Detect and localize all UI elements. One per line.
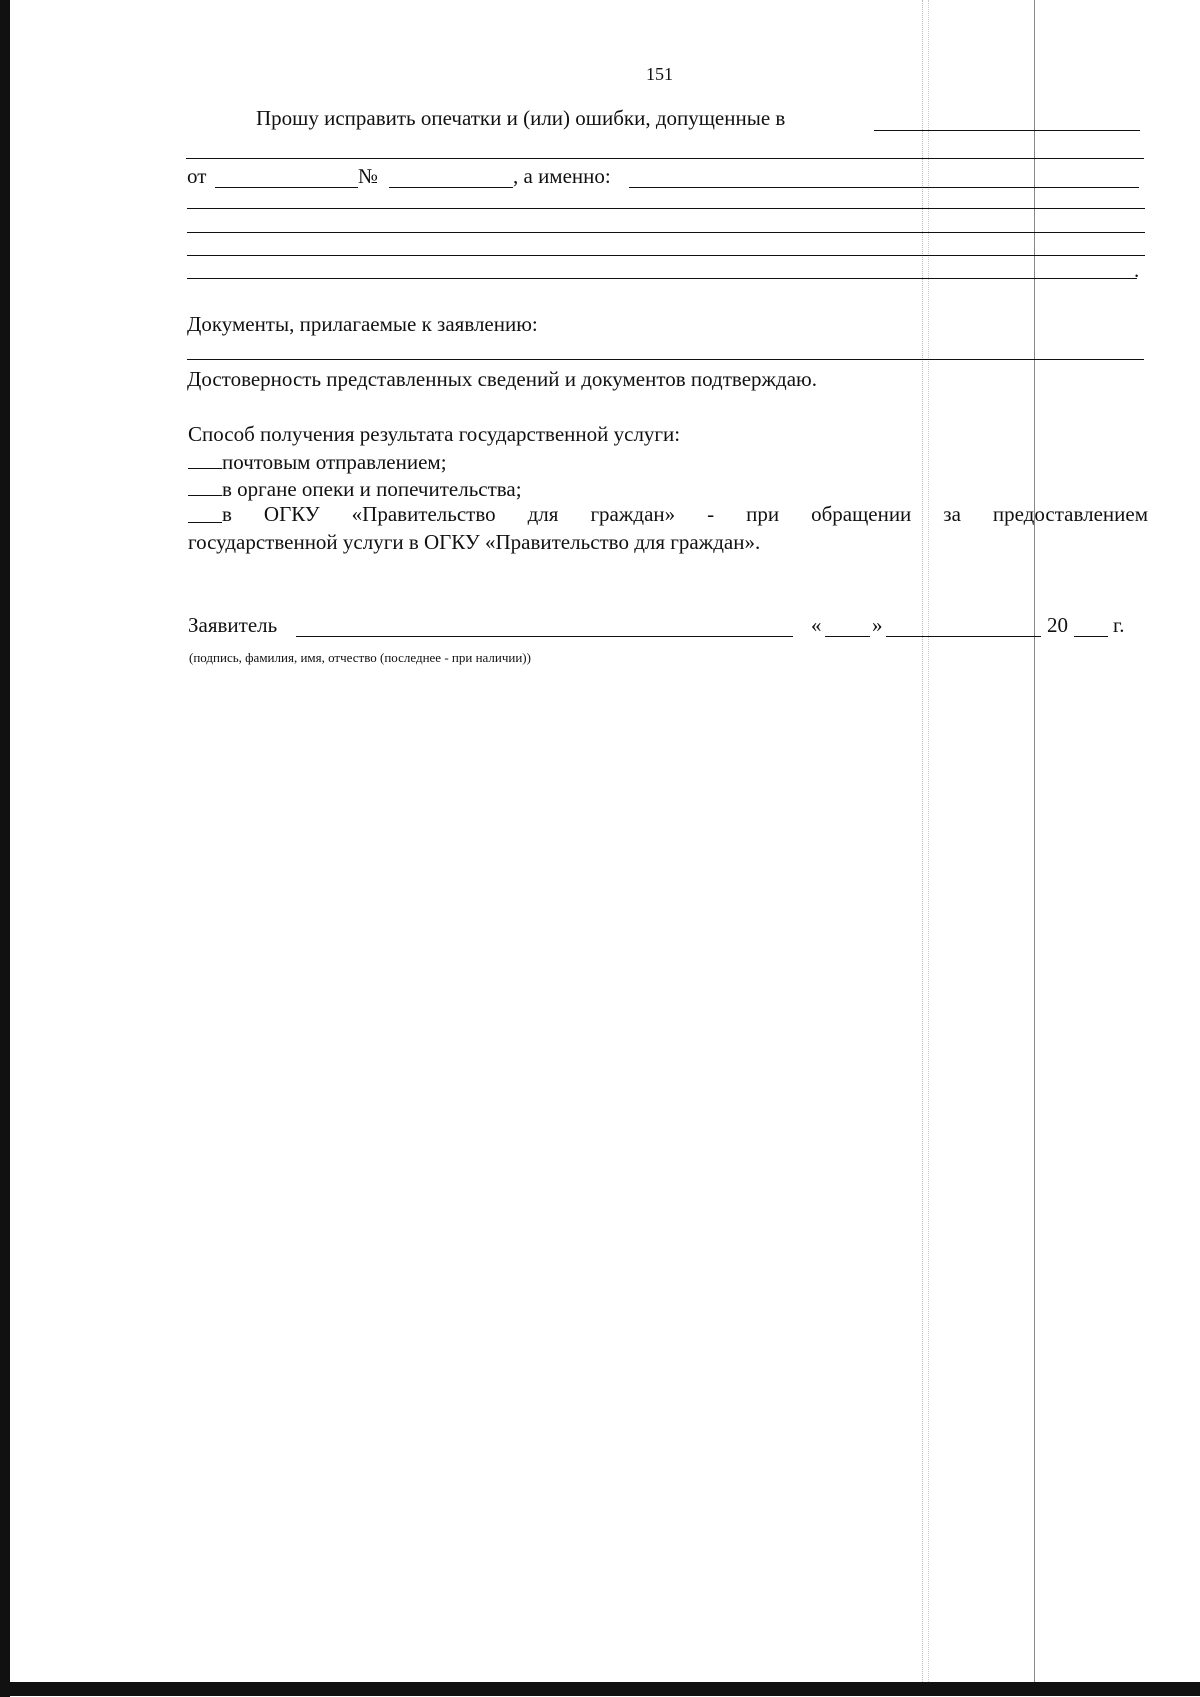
year-fill-line[interactable] [1074, 636, 1108, 637]
request-from-label: от [187, 164, 207, 188]
attachments-label: Документы, прилагаемые к заявлению: [187, 312, 538, 336]
fill-line[interactable] [187, 278, 1137, 279]
attachments-fill-line[interactable] [187, 359, 1144, 360]
number-fill-line[interactable] [389, 187, 513, 188]
number-sign: № [358, 164, 379, 188]
fill-line[interactable] [187, 208, 1145, 209]
checkbox-blank-ogku[interactable] [188, 504, 222, 523]
signature-caption: (подпись, фамилия, имя, отчество (последнее - при наличии)) [189, 650, 531, 665]
checkbox-blank-guardianship[interactable] [188, 477, 222, 496]
scan-border-bottom [0, 1682, 1200, 1696]
year-prefix: 20 [1047, 613, 1068, 637]
delivery-option-ogku [188, 504, 1148, 525]
fill-line[interactable] [187, 255, 1145, 256]
namely-label: , а именно: [513, 164, 611, 188]
request-text: Прошу исправить опечатки и (или) ошибки, допущенные в [256, 106, 786, 130]
signature-fill-line[interactable] [296, 636, 793, 637]
fill-line[interactable] [874, 130, 1140, 131]
fill-line[interactable] [187, 232, 1145, 233]
end-period: . [1134, 258, 1140, 282]
month-fill-line[interactable] [886, 636, 1041, 637]
option-label: почтовым отправлением; [222, 450, 447, 474]
year-suffix: г. [1113, 613, 1125, 637]
delivery-option-ogku-cont: государственной услуги в ОГКУ «Правительство для граждан». [188, 530, 761, 554]
date-fill-line[interactable] [215, 187, 358, 188]
confirmation-text: Достоверность представленных сведений и документов подтверждаю. [187, 367, 817, 391]
scan-border-left [0, 0, 10, 1697]
fill-line[interactable] [629, 187, 1139, 188]
page-number: 151 [646, 64, 673, 84]
scan-artifact-line [922, 0, 923, 1682]
request-line-1 [256, 108, 785, 129]
delivery-option-guardianship [188, 477, 522, 500]
fill-line[interactable] [186, 158, 1144, 159]
option-label: в ОГКУ «Правительство для граждан» - при обращении за предоставлением [222, 502, 1148, 526]
quote-close: » [872, 613, 883, 637]
scan-artifact-line [928, 0, 929, 1682]
day-fill-line[interactable] [825, 636, 870, 637]
applicant-label: Заявитель [188, 613, 278, 637]
quote-open: « [811, 613, 822, 637]
option-label: в органе опеки и попечительства; [222, 477, 522, 501]
delivery-heading: Способ получения результата государственной услуги: [188, 422, 681, 446]
delivery-option-post [188, 450, 447, 473]
checkbox-blank-post[interactable] [188, 450, 222, 469]
scan-artifact-line [1034, 0, 1035, 1682]
